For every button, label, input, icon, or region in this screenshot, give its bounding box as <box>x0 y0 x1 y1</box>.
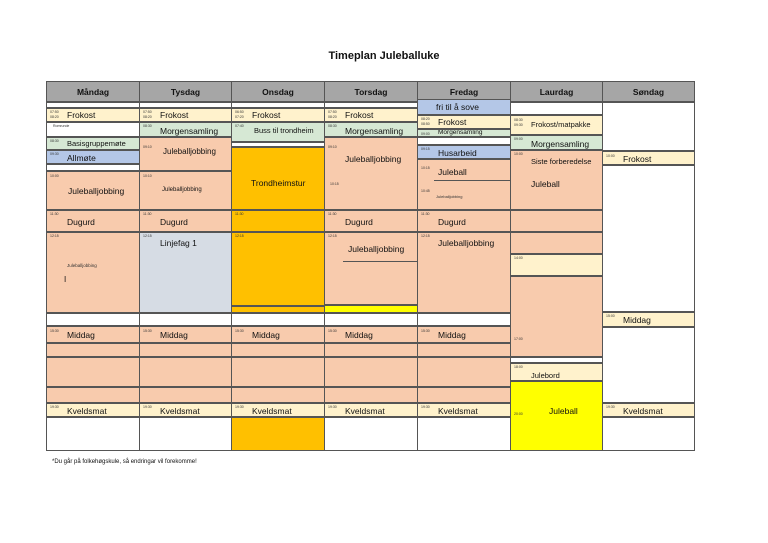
friday-morgensamling: 09:00 Morgensamling <box>417 129 511 137</box>
thursday-middag: 15:30 Middag <box>324 326 418 343</box>
thursday-night <box>324 417 418 451</box>
monday-dugurd: 11:30 Dugurd <box>46 210 140 232</box>
footnote: *Du går på folkehøgskule, så endringar vil forekomme! <box>52 459 197 465</box>
friday-gap <box>417 137 511 145</box>
sunday-night <box>602 417 695 451</box>
wednesday-frokost: 06:50 07:20 Frokost <box>231 108 325 122</box>
thursday-juleballjobbing-2: 12:15 Juleballjobbing <box>324 232 418 305</box>
wednesday-row-b <box>231 357 325 387</box>
saturday-afternoon: 17:00 <box>510 276 603 357</box>
thursday-morgensamling: 08:30 Morgensamling <box>324 122 418 137</box>
friday-husarbeid: 09:15 Husarbeid <box>417 145 511 159</box>
monday-juleballjobbing: 10:00 Juleballjobbing <box>46 171 140 210</box>
sunday-frokost: 10:00 Frokost <box>602 151 695 165</box>
monday-kveldsmat: 19:30 Kveldsmat <box>46 403 140 417</box>
thursday-frokost: 07:50 08:20 Frokost <box>324 108 418 122</box>
wednesday-gap-2 <box>231 313 325 326</box>
header-friday: Fredag <box>417 81 511 102</box>
tuesday-row-c <box>139 387 232 403</box>
tuesday-juleballjobbing-2: 10:10 Juleballjobbing <box>139 171 232 210</box>
tuesday-night <box>139 417 232 451</box>
friday-divider-line <box>434 180 511 181</box>
thursday-kveldsmat: 19:30 Kveldsmat <box>324 403 418 417</box>
monday-allmote: 09:30 Allmøte <box>46 150 140 164</box>
saturday-julebord: 18:00 Julebord <box>510 363 603 381</box>
sunday-free <box>602 165 695 312</box>
friday-gap-2 <box>417 313 511 326</box>
friday-frokost: 08:20 08:50 Frokost <box>417 115 511 129</box>
wednesday-night <box>231 417 325 451</box>
tuesday-juleballjobbing: 09:10 Juleballjobbing <box>139 137 232 171</box>
saturday-siste-forberedelse: 10:00 Siste forberedelse Juleball <box>510 150 603 210</box>
tuesday-frokost: 07:50 08:20 Frokost <box>139 108 232 122</box>
tuesday-row-a <box>139 343 232 357</box>
thursday-row-a <box>324 343 418 357</box>
header-monday: Måndag <box>46 81 140 102</box>
monday-row-a <box>46 343 140 357</box>
tuesday-morgensamling: 08:30 Morgensamling <box>139 122 232 137</box>
wednesday-middag: 15:30 Middag <box>231 326 325 343</box>
wednesday-kveldsmat: 19:30 Kveldsmat <box>231 403 325 417</box>
text-cursor: I <box>64 275 67 284</box>
sunday-kveldsmat: 19:30 Kveldsmat <box>602 403 695 417</box>
saturday-spacer <box>510 102 603 115</box>
header-saturday: Laurdag <box>510 81 603 102</box>
header-wednesday: Onsdag <box>231 81 325 102</box>
friday-row-b <box>417 357 511 387</box>
monday-row-b <box>46 357 140 387</box>
friday-juleball: 10:15 Juleball 10:45 Juleballjobbing <box>417 159 511 210</box>
friday-night <box>417 417 511 451</box>
sunday-morning <box>602 102 695 151</box>
tuesday-linjefag: 12:15 Linjefag 1 <box>139 232 232 313</box>
wednesday-trondheimstur: Trondheimstur <box>231 147 325 210</box>
friday-dugurd: 11:30 Dugurd <box>417 210 511 232</box>
header-sunday: Søndag <box>602 81 695 102</box>
thursday-juleballjobbing: 09:10 Juleballjobbing 10:15 <box>324 137 418 210</box>
header-tuesday: Tysdag <box>139 81 232 102</box>
friday-middag: 15:30 Middag <box>417 326 511 343</box>
monday-row-c <box>46 387 140 403</box>
monday-night <box>46 417 140 451</box>
saturday-1400: 14:00 <box>510 254 603 276</box>
wednesday-row-c <box>231 387 325 403</box>
wednesday-row-a <box>231 343 325 357</box>
monday-afternoon-jobbing: 12:15 Juleballjobbing I <box>46 232 140 313</box>
thursday-dugurd: 11:30 Dugurd <box>324 210 418 232</box>
wednesday-buss: 07:40 Buss til trondheim <box>231 122 325 142</box>
thursday-divider-line <box>343 261 418 262</box>
saturday-juleball-evening: 20:00 Juleball <box>510 381 603 451</box>
thursday-gap-2 <box>324 313 418 326</box>
wednesday-trip-1130: 11:30 <box>231 210 325 232</box>
monday-gap <box>46 164 140 171</box>
saturday-juleball-3 <box>510 232 603 254</box>
thursday-yellow-strip <box>324 305 418 313</box>
page-title: Timeplan Juleballuke <box>328 50 440 62</box>
wednesday-trip-1215: 12:15 <box>231 232 325 306</box>
sunday-evening <box>602 327 695 403</box>
tuesday-row-b <box>139 357 232 387</box>
tuesday-gap-2 <box>139 313 232 326</box>
sunday-middag: 15:00 Middag <box>602 312 695 327</box>
saturday-frokost: 08:30 09:30 Frokost/matpakke <box>510 115 603 135</box>
header-thursday: Torsdag <box>324 81 418 102</box>
saturday-juleball-2 <box>510 210 603 232</box>
monday-frokost: 07:50 08:20 Frokost <box>46 108 140 122</box>
thursday-row-c <box>324 387 418 403</box>
monday-romrunde: Romrunde <box>46 122 140 137</box>
friday-juleballjobbing: 12:15 Juleballjobbing <box>417 232 511 313</box>
friday-row-c <box>417 387 511 403</box>
wednesday-trip-end <box>231 306 325 313</box>
tuesday-middag: 15:30 Middag <box>139 326 232 343</box>
tuesday-kveldsmat: 19:30 Kveldsmat <box>139 403 232 417</box>
thursday-row-b <box>324 357 418 387</box>
monday-gap-2 <box>46 313 140 326</box>
friday-fri-til-a-sove: fri til å sove <box>417 99 511 115</box>
saturday-morgensamling: 09:00 Morgensamling <box>510 135 603 150</box>
friday-row-a <box>417 343 511 357</box>
tuesday-dugurd: 11:30 Dugurd <box>139 210 232 232</box>
monday-basisgruppe: 08:30 Basisgruppemøte <box>46 137 140 150</box>
monday-middag: 15:30 Middag <box>46 326 140 343</box>
friday-kveldsmat: 19:30 Kveldsmat <box>417 403 511 417</box>
